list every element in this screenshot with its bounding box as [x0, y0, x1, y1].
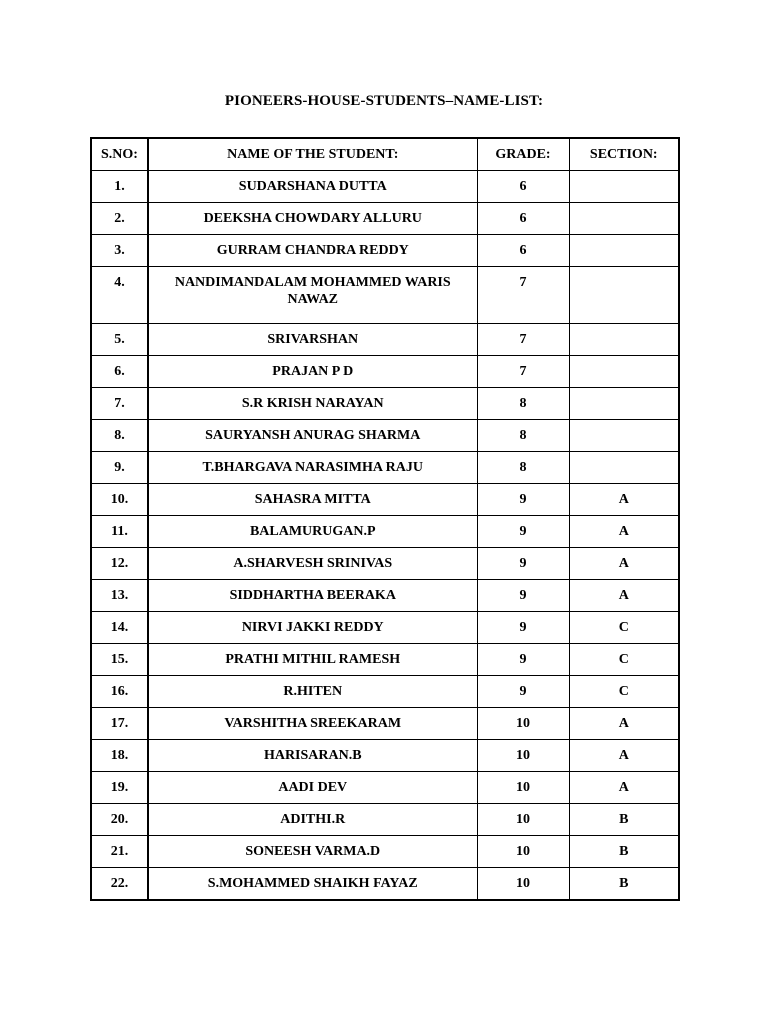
cell-name: R.HITEN	[148, 676, 477, 708]
cell-sno: 5.	[91, 324, 148, 356]
table-row	[91, 484, 679, 516]
cell-sno: 17.	[91, 708, 148, 740]
cell-section	[569, 324, 679, 356]
cell-grade: 10	[477, 740, 569, 772]
table-row	[91, 772, 679, 804]
cell-sno: 3.	[91, 235, 148, 267]
table-row	[91, 516, 679, 548]
cell-name: DEEKSHA CHOWDARY ALLURU	[148, 203, 477, 235]
cell-section: C	[569, 612, 679, 644]
cell-section: B	[569, 868, 679, 901]
cell-name: NIRVI JAKKI REDDY	[148, 612, 477, 644]
cell-name: S.MOHAMMED SHAIKH FAYAZ	[148, 868, 477, 901]
cell-sno: 14.	[91, 612, 148, 644]
cell-grade: 10	[477, 804, 569, 836]
cell-section: C	[569, 644, 679, 676]
cell-name: S.R KRISH NARAYAN	[148, 388, 477, 420]
student-table	[90, 137, 680, 901]
cell-section	[569, 420, 679, 452]
cell-sno: 20.	[91, 804, 148, 836]
cell-grade: 9	[477, 516, 569, 548]
table-row	[91, 420, 679, 452]
cell-section	[569, 171, 679, 203]
cell-section: B	[569, 836, 679, 868]
table-row	[91, 235, 679, 267]
cell-sno: 10.	[91, 484, 148, 516]
cell-grade: 9	[477, 484, 569, 516]
cell-section	[569, 452, 679, 484]
cell-section	[569, 235, 679, 267]
cell-name: VARSHITHA SREEKARAM	[148, 708, 477, 740]
cell-grade: 8	[477, 420, 569, 452]
cell-name: SAURYANSH ANURAG SHARMA	[148, 420, 477, 452]
table-row	[91, 548, 679, 580]
cell-section: A	[569, 516, 679, 548]
cell-name: GURRAM CHANDRA REDDY	[148, 235, 477, 267]
header-name: NAME OF THE STUDENT:	[148, 138, 477, 171]
cell-grade: 7	[477, 356, 569, 388]
cell-grade: 10	[477, 708, 569, 740]
cell-name: SUDARSHANA DUTTA	[148, 171, 477, 203]
cell-name: PRATHI MITHIL RAMESH	[148, 644, 477, 676]
cell-sno: 11.	[91, 516, 148, 548]
table-row	[91, 171, 679, 203]
cell-sno: 22.	[91, 868, 148, 901]
cell-name: SIDDHARTHA BEERAKA	[148, 580, 477, 612]
cell-section: A	[569, 548, 679, 580]
table-row	[91, 708, 679, 740]
header-sno: S.NO:	[91, 138, 148, 171]
cell-grade: 6	[477, 203, 569, 235]
cell-sno: 13.	[91, 580, 148, 612]
cell-name: PRAJAN P D	[148, 356, 477, 388]
cell-sno: 2.	[91, 203, 148, 235]
cell-name: SAHASRA MITTA	[148, 484, 477, 516]
table-row	[91, 868, 679, 901]
cell-sno: 1.	[91, 171, 148, 203]
cell-grade: 9	[477, 612, 569, 644]
cell-name: ADITHI.R	[148, 804, 477, 836]
cell-sno: 4.	[91, 267, 148, 324]
cell-grade: 6	[477, 235, 569, 267]
document-title: PIONEERS-HOUSE-STUDENTS–NAME-LIST:	[224, 93, 544, 109]
table-row	[91, 676, 679, 708]
table-row	[91, 836, 679, 868]
cell-name: SRIVARSHAN	[148, 324, 477, 356]
cell-sno: 15.	[91, 644, 148, 676]
cell-grade: 9	[477, 548, 569, 580]
cell-section: B	[569, 804, 679, 836]
cell-section	[569, 203, 679, 235]
cell-sno: 18.	[91, 740, 148, 772]
cell-grade: 7	[477, 267, 569, 324]
cell-sno: 6.	[91, 356, 148, 388]
cell-name: AADI DEV	[148, 772, 477, 804]
cell-grade: 7	[477, 324, 569, 356]
cell-sno: 7.	[91, 388, 148, 420]
cell-grade: 10	[477, 772, 569, 804]
table-row	[91, 804, 679, 836]
header-grade: GRADE:	[477, 138, 569, 171]
cell-grade: 10	[477, 868, 569, 901]
table-row	[91, 356, 679, 388]
cell-name: A.SHARVESH SRINIVAS	[148, 548, 477, 580]
cell-sno: 9.	[91, 452, 148, 484]
cell-grade: 9	[477, 644, 569, 676]
table-row	[91, 740, 679, 772]
cell-grade: 9	[477, 580, 569, 612]
cell-sno: 21.	[91, 836, 148, 868]
table-header-row	[91, 138, 679, 171]
header-section: SECTION:	[569, 138, 679, 171]
cell-sno: 19.	[91, 772, 148, 804]
cell-grade: 10	[477, 836, 569, 868]
cell-name: SONEESH VARMA.D	[148, 836, 477, 868]
cell-section: A	[569, 484, 679, 516]
cell-name: T.BHARGAVA NARASIMHA RAJU	[148, 452, 477, 484]
table-row	[91, 324, 679, 356]
cell-grade: 8	[477, 388, 569, 420]
cell-section	[569, 388, 679, 420]
cell-section: A	[569, 580, 679, 612]
table-row	[91, 452, 679, 484]
cell-sno: 16.	[91, 676, 148, 708]
cell-section: A	[569, 708, 679, 740]
table-row	[91, 388, 679, 420]
cell-sno: 8.	[91, 420, 148, 452]
table-row	[91, 267, 679, 324]
cell-name: BALAMURUGAN.P	[148, 516, 477, 548]
table-row	[91, 203, 679, 235]
table-row	[91, 644, 679, 676]
table-row	[91, 580, 679, 612]
cell-grade: 6	[477, 171, 569, 203]
cell-sno: 12.	[91, 548, 148, 580]
cell-name: NANDIMANDALAM MOHAMMED WARIS NAWAZ	[148, 267, 477, 324]
cell-section	[569, 267, 679, 324]
cell-section: A	[569, 740, 679, 772]
cell-section: A	[569, 772, 679, 804]
cell-section	[569, 356, 679, 388]
cell-name: HARISARAN.B	[148, 740, 477, 772]
cell-grade: 8	[477, 452, 569, 484]
cell-grade: 9	[477, 676, 569, 708]
cell-section: C	[569, 676, 679, 708]
table-row	[91, 612, 679, 644]
